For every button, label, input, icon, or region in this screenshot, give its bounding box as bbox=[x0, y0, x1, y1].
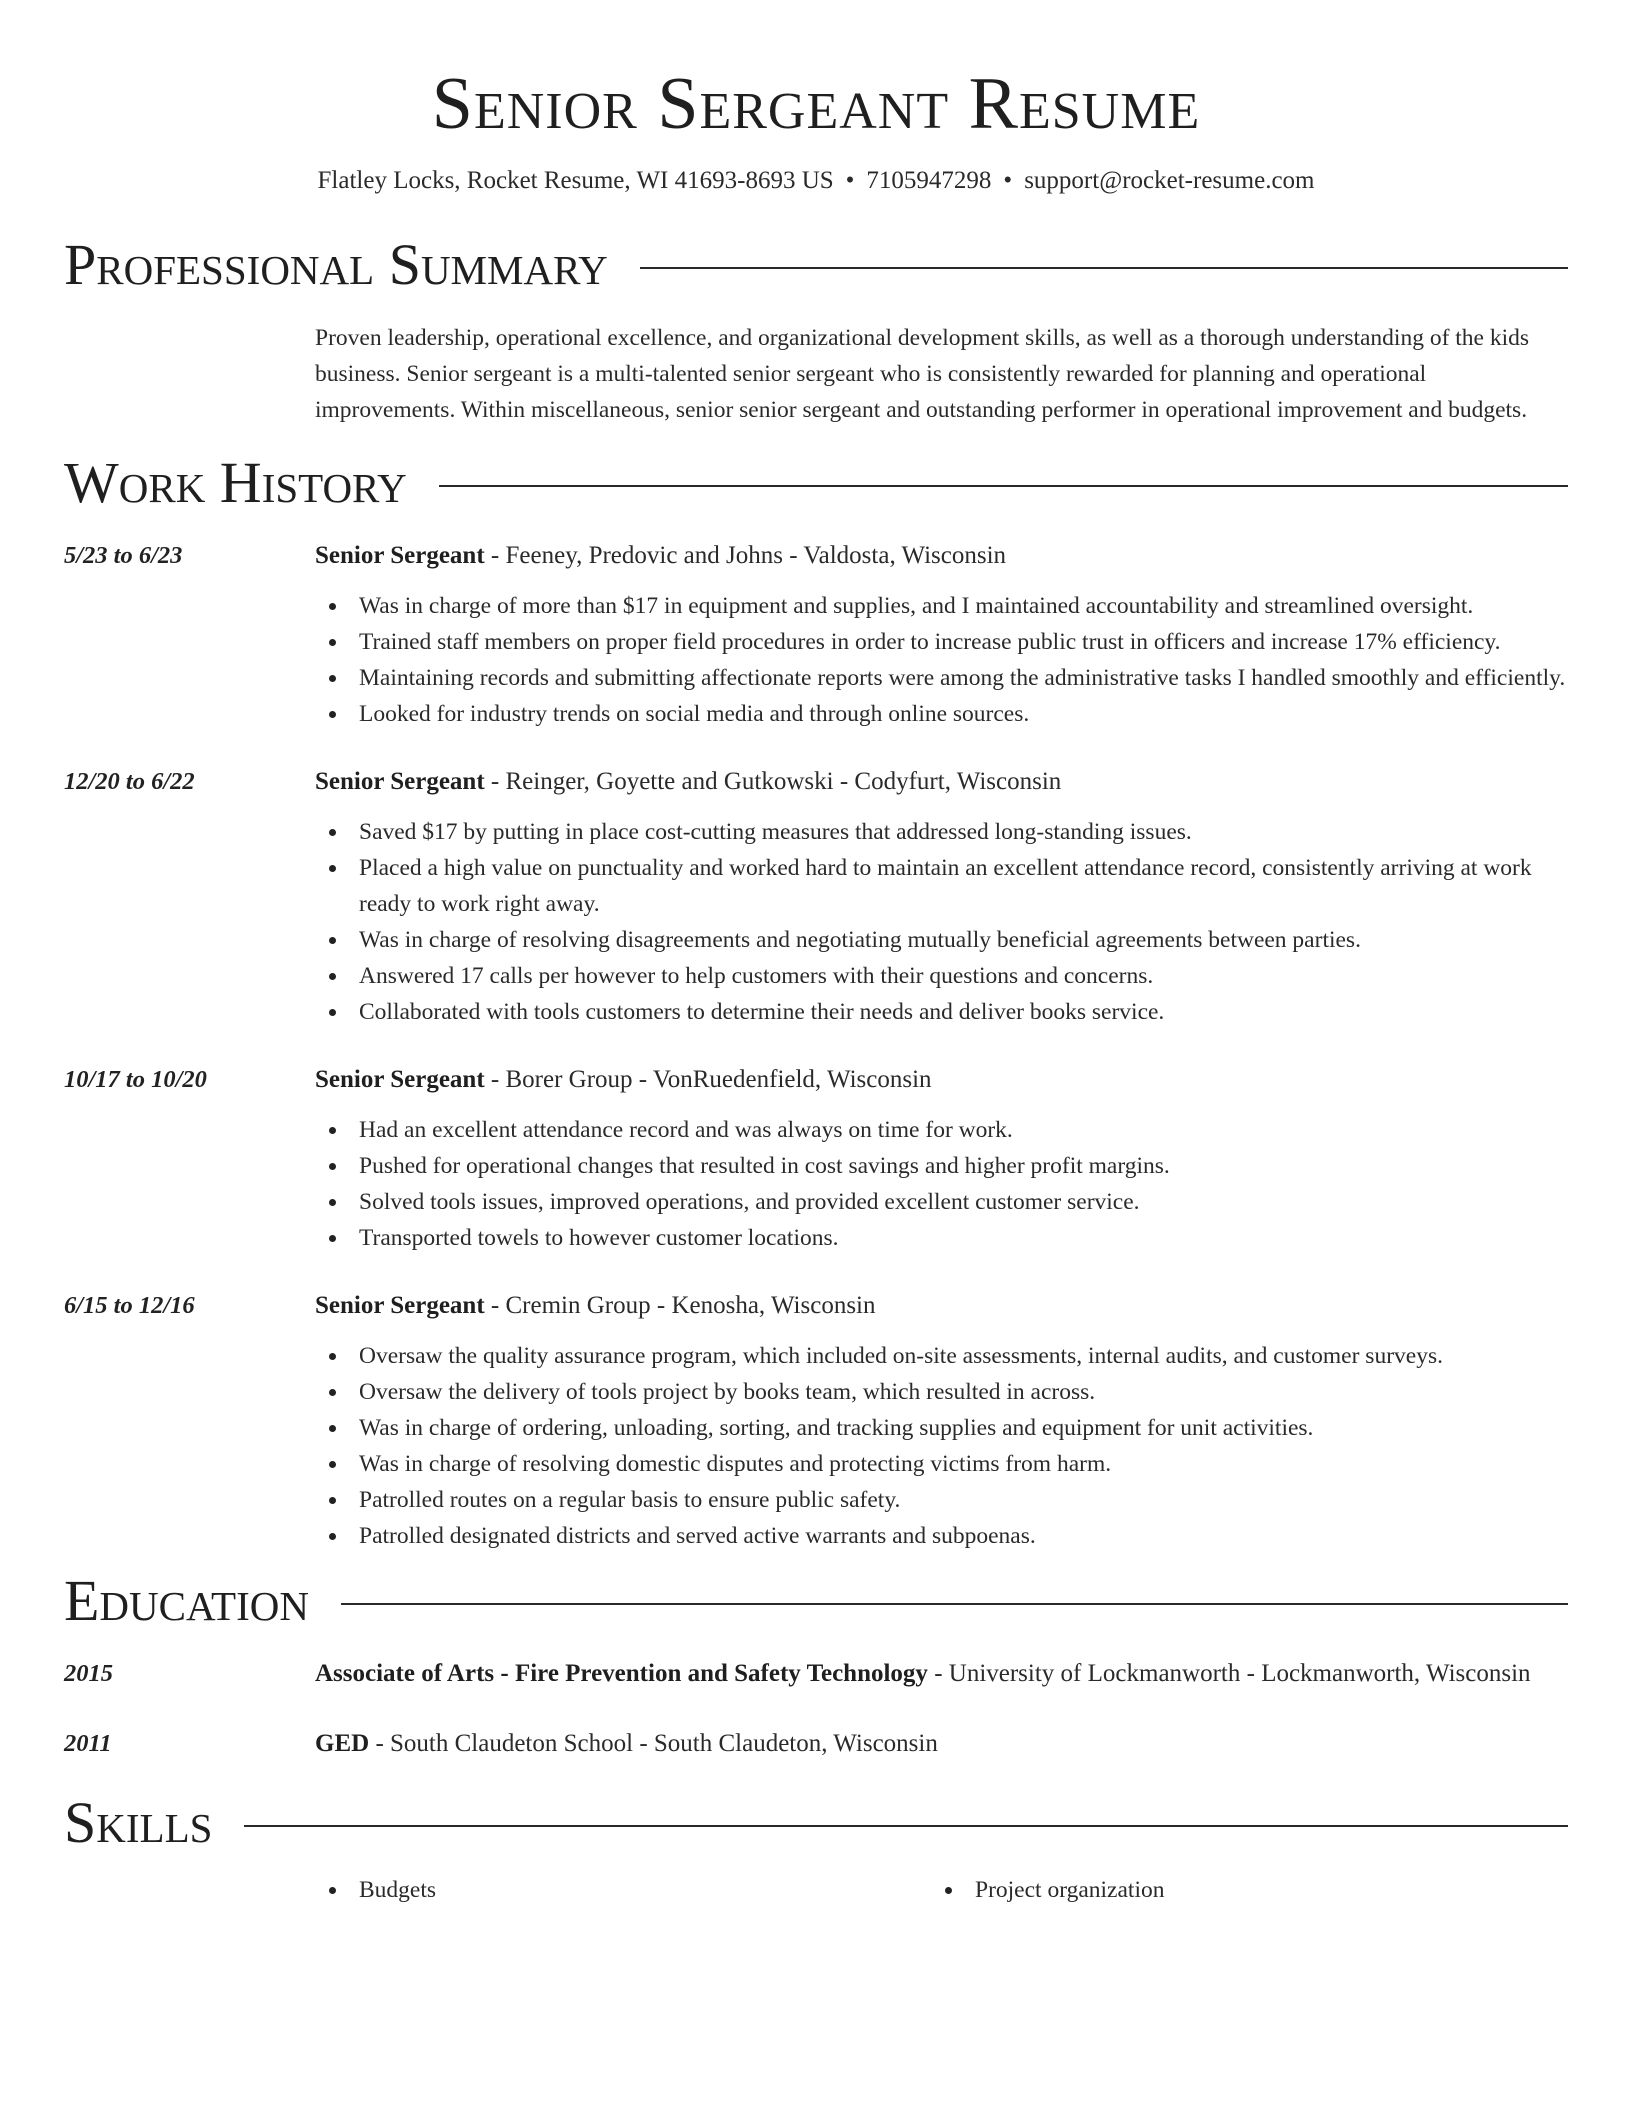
section-divider bbox=[640, 267, 1568, 269]
job-title: Senior Sergeant bbox=[315, 1066, 485, 1093]
section-header-summary bbox=[64, 232, 1568, 298]
section-title-skills: Skills bbox=[64, 1790, 213, 1855]
skills-grid bbox=[315, 1872, 1568, 1908]
work-dates: 5/23 to 6/23 bbox=[64, 542, 183, 569]
work-entry-body bbox=[315, 762, 1568, 1030]
job-title: Senior Sergeant bbox=[315, 542, 485, 569]
contact-email[interactable]: support@rocket-resume.com bbox=[1024, 167, 1315, 194]
work-entry bbox=[64, 762, 1568, 1030]
job-bullet: Collaborated with tools customers to determine their needs and deliver books service. bbox=[315, 994, 1568, 1030]
job-heading bbox=[315, 1060, 1568, 1100]
section-divider bbox=[439, 485, 1568, 487]
job-bullet-list bbox=[315, 814, 1568, 1030]
summary-text: Proven leadership, operational excellence, and organizational development skills, as well as a thorough understanding of the kids business. Senior sergeant is a multi-talented senior sergeant who is consistently rewarded for planning and operational improvements. Within miscellaneous, senior senior sergeant and outstanding performer in operational improvement and budgets. bbox=[315, 325, 1530, 423]
section-title-summary: Professional Summary bbox=[64, 232, 608, 297]
job-bullet-list bbox=[315, 1112, 1568, 1256]
job-heading bbox=[315, 536, 1568, 576]
education-list bbox=[64, 1654, 1568, 1764]
resume-title: Senior Sergeant Resume bbox=[431, 63, 1201, 145]
education-entry-body bbox=[315, 1654, 1568, 1694]
skills-column-right bbox=[931, 1872, 1547, 1908]
education-school-location: - South Claudeton School - South Claudeton, Wisconsin bbox=[369, 1730, 938, 1757]
work-entry-body bbox=[315, 1060, 1568, 1256]
work-entry bbox=[64, 1286, 1568, 1554]
education-school-location: - University of Lockmanworth - Lockmanworth, Wisconsin bbox=[927, 1660, 1531, 1687]
job-bullet: Placed a high value on punctuality and worked hard to maintain an excellent attendance record, consistently arriving at work ready to work right away. bbox=[315, 850, 1568, 922]
job-bullet-list bbox=[315, 588, 1568, 732]
work-entry bbox=[64, 1060, 1568, 1256]
section-divider bbox=[341, 1603, 1568, 1605]
job-bullet: Maintaining records and submitting affectionate reports were among the administrative tasks I handled smoothly and efficiently. bbox=[315, 660, 1568, 696]
education-entry bbox=[64, 1654, 1568, 1694]
job-heading bbox=[315, 762, 1568, 802]
contact-separator: • bbox=[1003, 167, 1013, 194]
skill-item: Project organization bbox=[931, 1872, 1547, 1908]
education-heading bbox=[315, 1724, 1568, 1764]
job-employer-location: - Feeney, Predovic and Johns - Valdosta, Wisconsin bbox=[484, 542, 1007, 569]
job-bullet: Pushed for operational changes that resulted in cost savings and higher profit margins. bbox=[315, 1148, 1568, 1184]
job-bullet: Trained staff members on proper field procedures in order to increase public trust in officers and increase 17% efficiency. bbox=[315, 624, 1568, 660]
job-bullet: Solved tools issues, improved operations, and provided excellent customer service. bbox=[315, 1184, 1568, 1220]
job-bullet: Oversaw the quality assurance program, which included on-site assessments, internal audits, and customer surveys. bbox=[315, 1338, 1568, 1374]
job-heading bbox=[315, 1286, 1568, 1326]
job-employer-location: - Cremin Group - Kenosha, Wisconsin bbox=[484, 1292, 876, 1319]
job-bullet: Oversaw the delivery of tools project by books team, which resulted in across. bbox=[315, 1374, 1568, 1410]
skill-item: Budgets bbox=[315, 1872, 931, 1908]
job-bullet: Had an excellent attendance record and was always on time for work. bbox=[315, 1112, 1568, 1148]
education-degree: GED bbox=[315, 1730, 370, 1757]
job-bullet-list bbox=[315, 1338, 1568, 1554]
section-title-work: Work History bbox=[64, 450, 407, 515]
job-employer-location: - Reinger, Goyette and Gutkowski - Codyfurt, Wisconsin bbox=[484, 768, 1062, 795]
work-dates: 10/17 to 10/20 bbox=[64, 1066, 207, 1093]
job-bullet: Patrolled designated districts and served active warrants and subpoenas. bbox=[315, 1518, 1568, 1554]
job-bullet: Transported towels to however customer locations. bbox=[315, 1220, 1568, 1256]
education-year: 2015 bbox=[64, 1660, 113, 1687]
contact-address: Flatley Locks, Rocket Resume, WI 41693-8693 US bbox=[317, 167, 834, 194]
job-bullet: Was in charge of resolving domestic disputes and protecting victims from harm. bbox=[315, 1446, 1568, 1482]
education-year: 2011 bbox=[64, 1730, 112, 1757]
contact-line bbox=[64, 164, 1568, 198]
job-bullet: Answered 17 calls per however to help customers with their questions and concerns. bbox=[315, 958, 1568, 994]
education-entry bbox=[64, 1724, 1568, 1764]
work-dates: 6/15 to 12/16 bbox=[64, 1292, 195, 1319]
job-bullet: Looked for industry trends on social media and through online sources. bbox=[315, 696, 1568, 732]
contact-separator: • bbox=[845, 167, 855, 194]
job-title: Senior Sergeant bbox=[315, 768, 485, 795]
work-entry-body bbox=[315, 1286, 1568, 1554]
work-history-list bbox=[64, 536, 1568, 1554]
section-header-skills bbox=[64, 1790, 1568, 1856]
skills-column-left bbox=[315, 1872, 931, 1908]
work-dates: 12/20 to 6/22 bbox=[64, 768, 195, 795]
job-bullet: Saved $17 by putting in place cost-cutting measures that addressed long-standing issues. bbox=[315, 814, 1568, 850]
section-title-education: Education bbox=[64, 1568, 309, 1633]
section-divider bbox=[244, 1825, 1568, 1827]
job-bullet: Was in charge of ordering, unloading, sorting, and tracking supplies and equipment for unit activities. bbox=[315, 1410, 1568, 1446]
section-header-education bbox=[64, 1568, 1568, 1634]
education-degree: Associate of Arts - Fire Prevention and Safety Technology bbox=[315, 1660, 928, 1687]
work-entry-body bbox=[315, 536, 1568, 732]
job-bullet: Patrolled routes on a regular basis to ensure public safety. bbox=[315, 1482, 1568, 1518]
job-bullet: Was in charge of resolving disagreements and negotiating mutually beneficial agreements between parties. bbox=[315, 922, 1568, 958]
job-title: Senior Sergeant bbox=[315, 1292, 485, 1319]
job-bullet: Was in charge of more than $17 in equipment and supplies, and I maintained accountability and streamlined oversight. bbox=[315, 588, 1568, 624]
education-entry-body bbox=[315, 1724, 1568, 1764]
education-heading bbox=[315, 1654, 1568, 1694]
section-header-work bbox=[64, 450, 1568, 516]
job-employer-location: - Borer Group - VonRuedenfield, Wisconsin bbox=[484, 1066, 932, 1093]
work-entry bbox=[64, 536, 1568, 732]
contact-phone: 7105947298 bbox=[866, 167, 992, 194]
